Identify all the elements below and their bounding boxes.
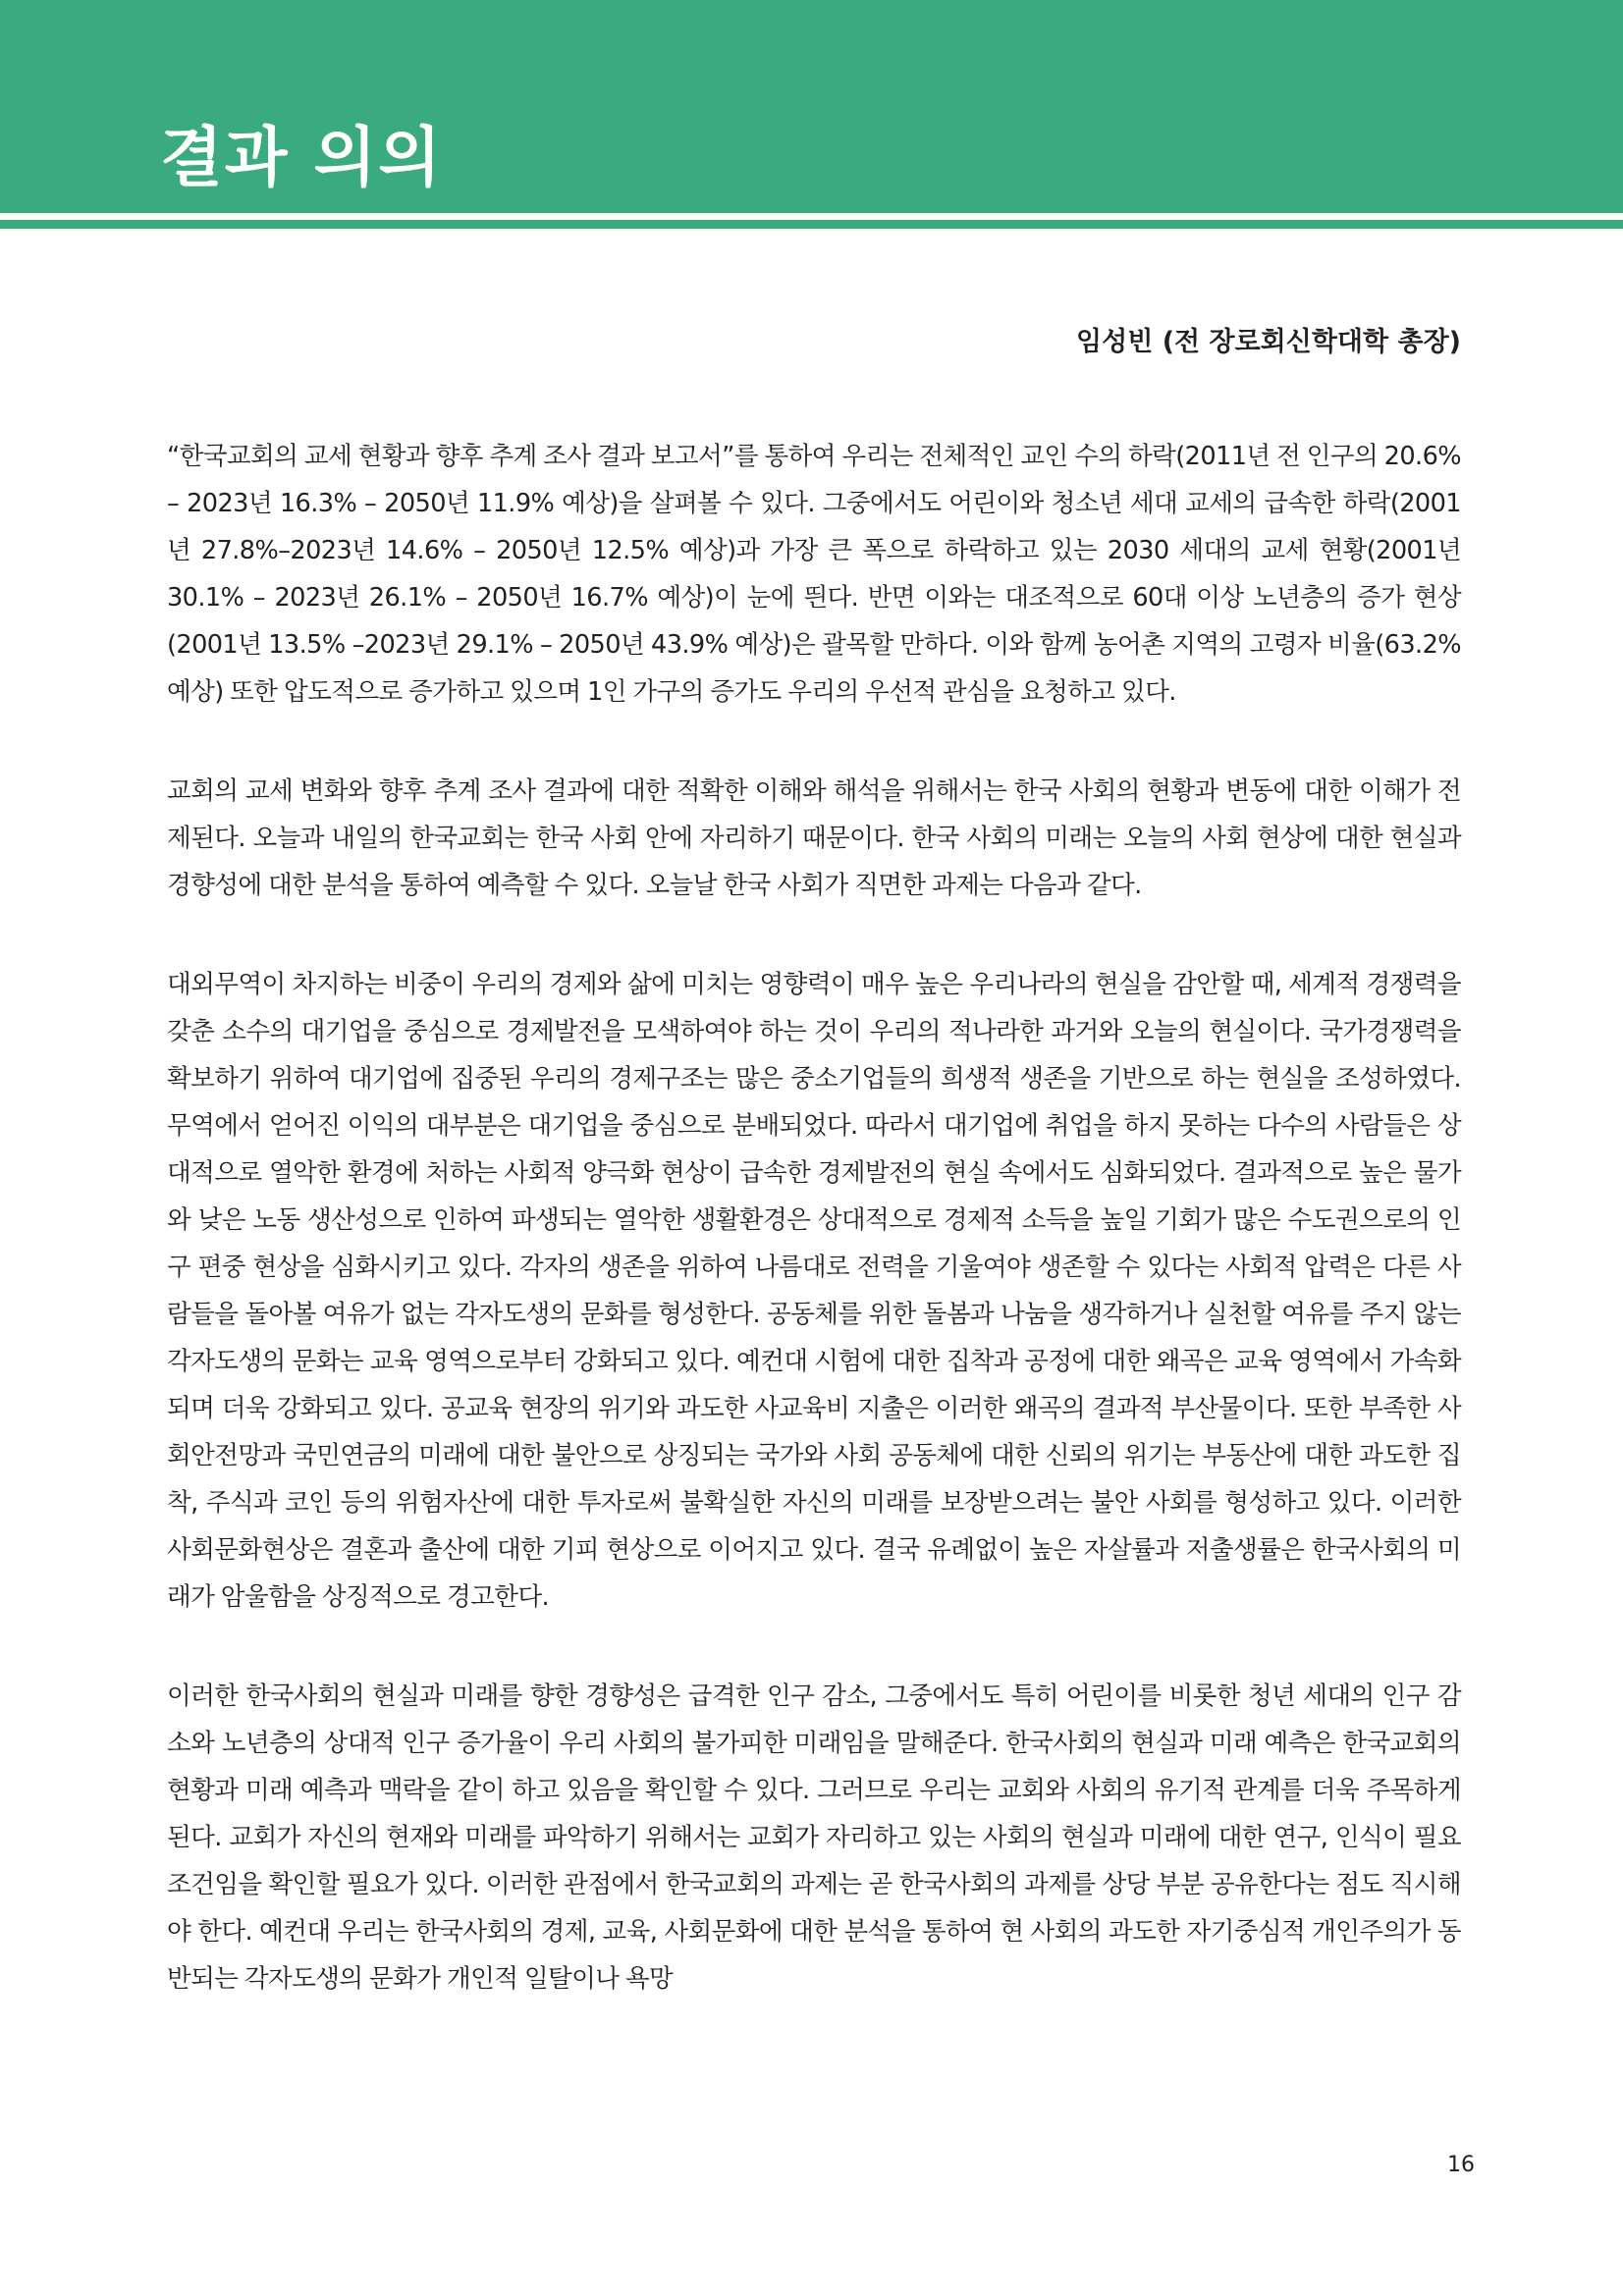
- page-title: 결과 의의: [160, 120, 444, 195]
- page-number: 16: [1447, 2153, 1475, 2177]
- author-byline: 임성빈 (전 장로회신학대학 총장): [1076, 327, 1461, 357]
- paragraph-2: 교회의 교세 변화와 향후 추계 조사 결과에 대한 적확한 이해와 해석을 위해서는 한국 사회의 현황과 변동에 대한 이해가 전제된다. 오늘과 내일의 한국교회는 한국 사회 안에 자리하기 때문이다. 한국 사회의 미래는 오늘의 사회 현상에 대한 현실과 경향성에 대한 분석을 통하여 예측할 수 있다. 오늘날 한국 사회가 직면한 과제는 다음과 같다.: [167, 776, 1461, 900]
- paragraph-3: 대외무역이 차지하는 비중이 우리의 경제와 삶에 미치는 영향력이 매우 높은 우리나라의 현실을 감안할 때, 세계적 경쟁력을 갖춘 소수의 대기업을 중심으로 경제발전을 모색하여야 하는 것이 우리의 적나라한 과거와 오늘의 현실이다. 국가경쟁력을 확보하기 위하여 대기업에 집중된 우리의 경제구조는 많은 중소기업들의 희생적 생존을 기반으로 하는 현실을 조성하였다. 무역에서 얻어진 이익의 대부분은 대기업을 중심으로 분배되었다. 따라서 대기업에 취업을 하지 못하는 다수의 사람들은 상대적으로 열악한 환경에 처하는 사회적 양극화 현상이 급속한 경제발전의 현실 속에서도 심화되었다. 결과적으로 높은 물가와 낮은 노동 생산성으로 인하여 파생되는 열악한 생활환경은 상대적으로 경제적 소득을 높일 기회가 많은 수도권으로의 인구 편중 현상을 심화시키고 있다. 각자의 생존을 위하여 나름대로 전력을 기울여야 생존할 수 있다는 사회적 압력은 다른 사람들을 돌아볼 여유가 없는 각자도생의 문화를 형성한다. 공동체를 위한 돌봄과 나눔을 생각하거나 실천할 여유를 주지 않는 각자도생의 문화는 교육 영역으로부터 강화되고 있다. 예컨대 시험에 대한 집착과 공정에 대한 왜곡은 교육 영역에서 가속화되며 더욱 강화되고 있다. 공교육 현장의 위기와 과도한 사교육비 지출은 이러한 왜곡의 결과적 부산물이다. 또한 부족한 사회안전망과 국민연금의 미래에 대한 불안으로 상징되는 국가와 사회 공동체에 대한 신뢰의 위기는 부동산에 대한 과도한 집착, 주식과 코인 등의 위험자산에 대한 투자로써 불확실한 자신의 미래를 보장받으려는 불안 사회를 형성하고 있다. 이러한 사회문화현상은 결혼과 출산에 대한 기피 현상으로 이어지고 있다. 결국 유례없이 높은 자살률과 저출생률은 한국사회의 미래가 암울함을 상징적으로 경고한다.: [167, 970, 1461, 1612]
- header-band: [0, 0, 1623, 213]
- header-divider-line: [0, 220, 1623, 229]
- header-divider-gap: [0, 213, 1623, 220]
- paragraph-4: 이러한 한국사회의 현실과 미래를 향한 경향성은 급격한 인구 감소, 그중에서도 특히 어린이를 비롯한 청년 세대의 인구 감소와 노년층의 상대적 인구 증가율이 우리 사회의 불가피한 미래임을 말해준다. 한국사회의 현실과 미래 예측은 한국교회의 현황과 미래 예측과 맥락을 같이 하고 있음을 확인할 수 있다. 그러므로 우리는 교회와 사회의 유기적 관계를 더욱 주목하게 된다. 교회가 자신의 현재와 미래를 파악하기 위해서는 교회가 자리하고 있는 사회의 현실과 미래에 대한 연구, 인식이 필요조건임을 확인할 필요가 있다. 이러한 관점에서 한국교회의 과제는 곧 한국사회의 과제를 상당 부분 공유한다는 점도 직시해야 한다. 예컨대 우리는 한국사회의 경제, 교육, 사회문화에 대한 분석을 통하여 현 사회의 과도한 자기중심적 개인주의가 동반되는 각자도생의 문화가 개인적 일탈이나 욕망: [167, 1682, 1461, 1994]
- article-body: [167, 433, 1461, 2002]
- paragraph-1: “한국교회의 교세 현황과 향후 추계 조사 결과 보고서”를 통하여 우리는 전체적인 교인 수의 하락(2011년 전 인구의 20.6% – 2023년 16.3% – 2050년 11.9% 예상)을 살펴볼 수 있다. 그중에서도 어린이와 청소년 세대 교세의 급속한 하락(2001년 27.8%–2023년 14.6% – 2050년 12.5% 예상)과 가장 큰 폭으로 하락하고 있는 2030 세대의 교세 현황(2001년 30.1% – 2023년 26.1% – 2050년 16.7% 예상)이 눈에 띈다. 반면 이와는 대조적으로 60대 이상 노년층의 증가 현상(2001년 13.5% –2023년 29.1% – 2050년 43.9% 예상)은 괄목할 만하다. 이와 함께 농어촌 지역의 고령자 비율(63.2% 예상) 또한 압도적으로 증가하고 있으며 1인 가구의 증가도 우리의 우선적 관심을 요청하고 있다.: [167, 442, 1461, 707]
